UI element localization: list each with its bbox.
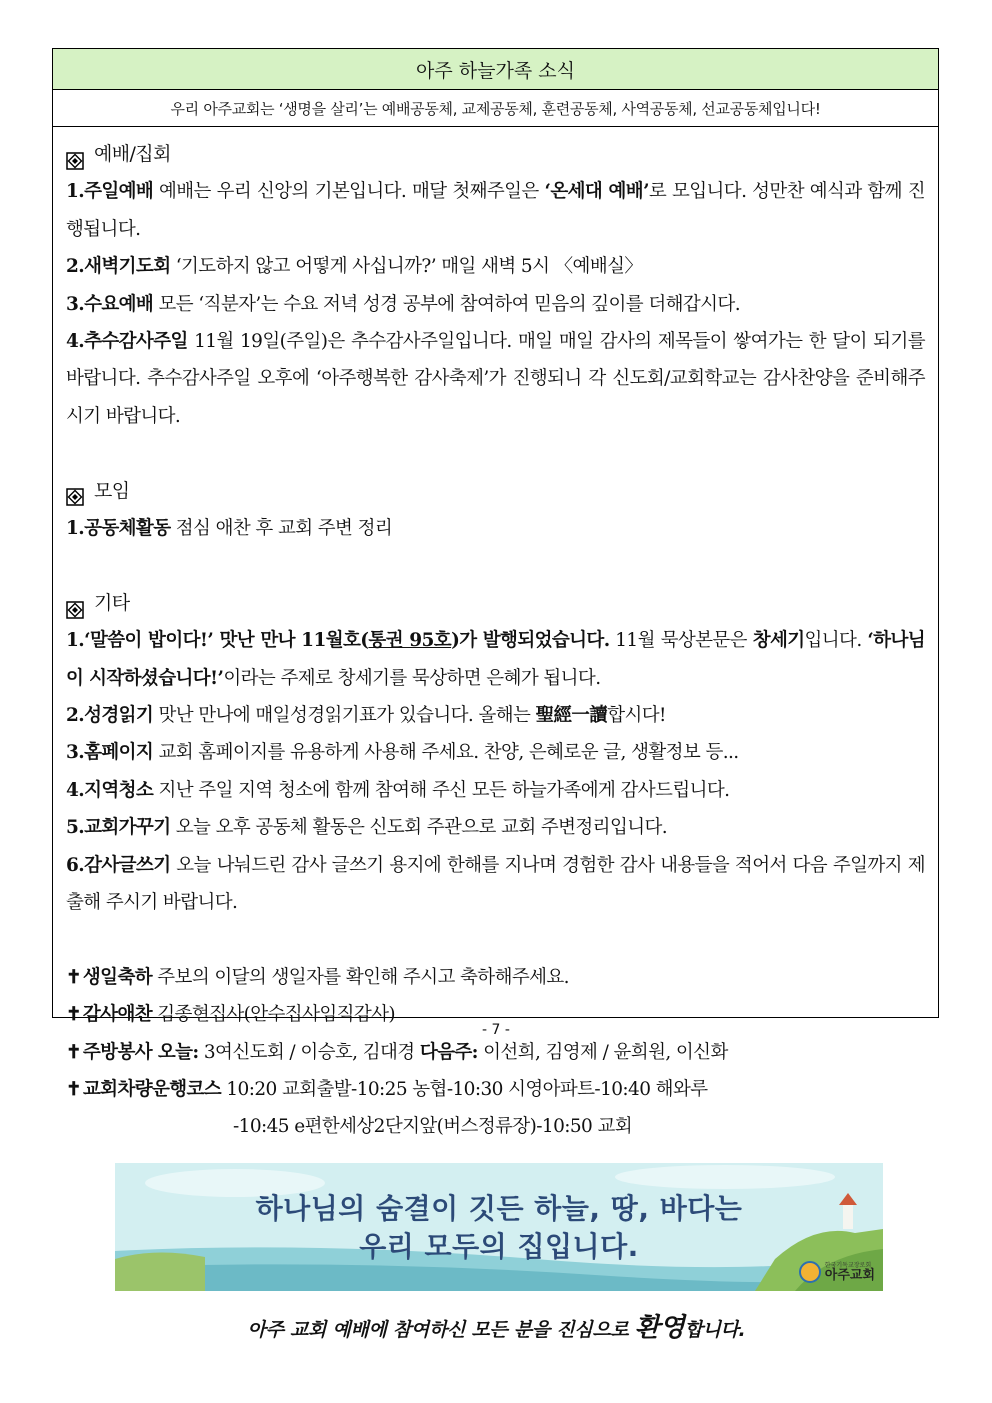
gathering-item-community [66, 510, 925, 547]
item-title: 교회차량운행코스 [82, 1079, 222, 1101]
worship-item-wednesday [66, 286, 925, 323]
item-title: )가 발행되었습니다. [451, 630, 610, 652]
cross-icon: ✝ [66, 1079, 81, 1101]
item-text: 11월 19일(주일)은 추수감사주일입니다. 매일 매일 감사의 제목들이 쌓여가는 한 달이 되기를 바랍니다. 추수감사주일 오후에 ‘아주행복한 감사축제’가 진행되니 각 신도회/교회학교는 감사찬양을 준비해주시기 바랍니다. [66, 331, 925, 427]
item-text: 김종현집사(안수집사임직감사) [152, 1004, 396, 1026]
item-text: 예배는 우리 신앙의 기본입니다. 매달 첫째주일은 [153, 181, 545, 203]
etc-item-church-care [66, 809, 925, 846]
banner-line-2: 우리 모두의 집입니다. [359, 1230, 639, 1263]
item-title: 다음주: [419, 1041, 478, 1063]
notice-kitchen [66, 1034, 925, 1071]
route-line: 10:20 교회출발-10:25 농협-10:30 시영아파트-10:40 해와루 [221, 1079, 708, 1101]
item-text: 로 모입니다. 성만찬 예식과 함께 진행됩니다. [66, 181, 925, 240]
item-text: 이선희, 김영제 / 윤희원, 이신화 [477, 1041, 728, 1063]
notice-birthday [66, 959, 925, 996]
item-text: 11월 묵상본문은 [609, 630, 753, 652]
diamond-box-icon [66, 482, 84, 500]
item-title: 4.지역청소 [66, 779, 154, 801]
item-text: ‘기도하지 않고 어떻게 사십니까?’ 매일 새벽 5시 〈예배실〉 [170, 256, 643, 278]
item-title: 1.‘말씀이 밥이다!’ 맛난 만나 11월호( [66, 630, 369, 652]
diamond-box-icon [66, 595, 84, 613]
item-title: 3.홈페이지 [66, 742, 154, 764]
logo-denomination: 한국기독교장로회 [824, 1261, 872, 1269]
page-title: 아주 하늘가족 소식 [53, 49, 938, 90]
item-text: 교회 홈페이지를 유용하게 사용해 주세요. 찬양, 은혜로운 글, 생활정보 등... [153, 742, 739, 764]
item-title: 1.공동체활동 [66, 518, 171, 540]
item-text: 3여신도회 / 이승호, 김대경 [198, 1041, 420, 1063]
item-emphasis: 聖經一讀 [535, 705, 608, 727]
item-title: 4.추수감사주일 [66, 331, 188, 353]
section-heading-etc [66, 585, 925, 622]
notice-shuttle-line2: -10:45 e편한세상2단지앞(버스정류장)-10:50 교회 [233, 1116, 633, 1138]
item-emphasis: ‘온세대 예배’ [544, 181, 649, 203]
item-title: 주방봉사 오늘: [82, 1041, 199, 1063]
etc-item-manna [66, 622, 925, 697]
item-title: 생일축하 [82, 966, 152, 988]
section-heading-text: 모임 [94, 479, 130, 502]
item-title: 5.교회가꾸기 [66, 817, 171, 839]
logo-church-name: 아주교회 [824, 1267, 875, 1283]
item-text: 합시다! [607, 705, 666, 727]
item-text: 점심 애찬 후 교회 주변 정리 [170, 518, 393, 540]
item-text: 입니다. [804, 630, 868, 652]
cross-icon: ✝ [66, 966, 81, 988]
news-content [53, 127, 938, 1146]
cross-icon: ✝ [66, 1041, 81, 1063]
worship-item-thanksgiving [66, 323, 925, 435]
page-number: - 7 - [482, 1022, 510, 1038]
item-text: 주보의 이달의 생일자를 확인해 주시고 축하해주세요. [152, 966, 569, 988]
welcome-text: 아주 교회 예배에 참여하신 모든 분을 진심으로 [247, 1319, 635, 1341]
church-logo [799, 1261, 875, 1283]
item-text: 이라는 주제로 창세기를 묵상하면 은혜가 됩니다. [223, 667, 601, 689]
bulletin-frame [52, 48, 939, 1343]
item-title: 3.수요예배 [66, 293, 154, 315]
item-title: 감사애찬 [82, 1004, 152, 1026]
item-emphasis: ‘하나님이 시작하셨습니다!’ [66, 630, 925, 689]
etc-item-homepage [66, 734, 925, 771]
welcome-emphasis: 환영 [634, 1313, 685, 1343]
item-text: 오늘 오후 공동체 활동은 신도회 주관으로 교회 주변정리입니다. [170, 817, 668, 839]
church-logo-icon [799, 1261, 821, 1283]
etc-item-cleaning [66, 772, 925, 809]
notice-shuttle [66, 1071, 925, 1108]
diamond-box-icon [66, 146, 84, 164]
banner-line-1: 하나님의 숨결이 깃든 하늘, 땅, 바다는 [255, 1192, 743, 1225]
welcome-message [53, 1307, 940, 1344]
item-text: 모든 ‘직분자’는 수요 저녁 성경 공부에 참여하여 믿음의 깊이를 더해갑시다. [153, 293, 740, 315]
item-title: 1.주일예배 [66, 181, 154, 203]
issue-number: 통권 95호 [368, 630, 452, 652]
item-title: 2.성경읽기 [66, 705, 154, 727]
etc-item-bible-reading [66, 697, 925, 734]
section-heading-text: 기타 [94, 591, 130, 614]
etc-item-thanks-writing [66, 847, 925, 922]
item-text: 맛난 만나에 매일성경읽기표가 있습니다. 올해는 [153, 705, 536, 727]
worship-item-dawn [66, 248, 925, 285]
item-text: 오늘 나눠드린 감사 글쓰기 용지에 한해를 지나며 경험한 감사 내용들을 적어서 다음 주일까지 제출해 주시기 바랍니다. [66, 854, 925, 914]
worship-item-sunday [66, 173, 925, 248]
section-heading-gathering [66, 473, 925, 510]
cross-icon: ✝ [66, 1004, 81, 1026]
church-motto: 우리 아주교회는 ‘생명을 살리’는 예배공동체, 교제공동체, 훈련공동체, 사역공동체, 선교공동체입니다! [53, 90, 938, 127]
item-title: 2.새벽기도회 [66, 256, 171, 278]
item-title: 6.감사글쓰기 [66, 854, 171, 876]
item-emphasis: 창세기 [752, 630, 805, 652]
section-heading-worship [66, 136, 925, 173]
section-heading-text: 예배/집회 [94, 143, 171, 165]
banner-image [115, 1163, 883, 1291]
welcome-text: 합니다. [684, 1319, 746, 1341]
item-text: 지난 주일 지역 청소에 함께 참여해 주신 모든 하늘가족에게 감사드립니다. [153, 779, 730, 801]
